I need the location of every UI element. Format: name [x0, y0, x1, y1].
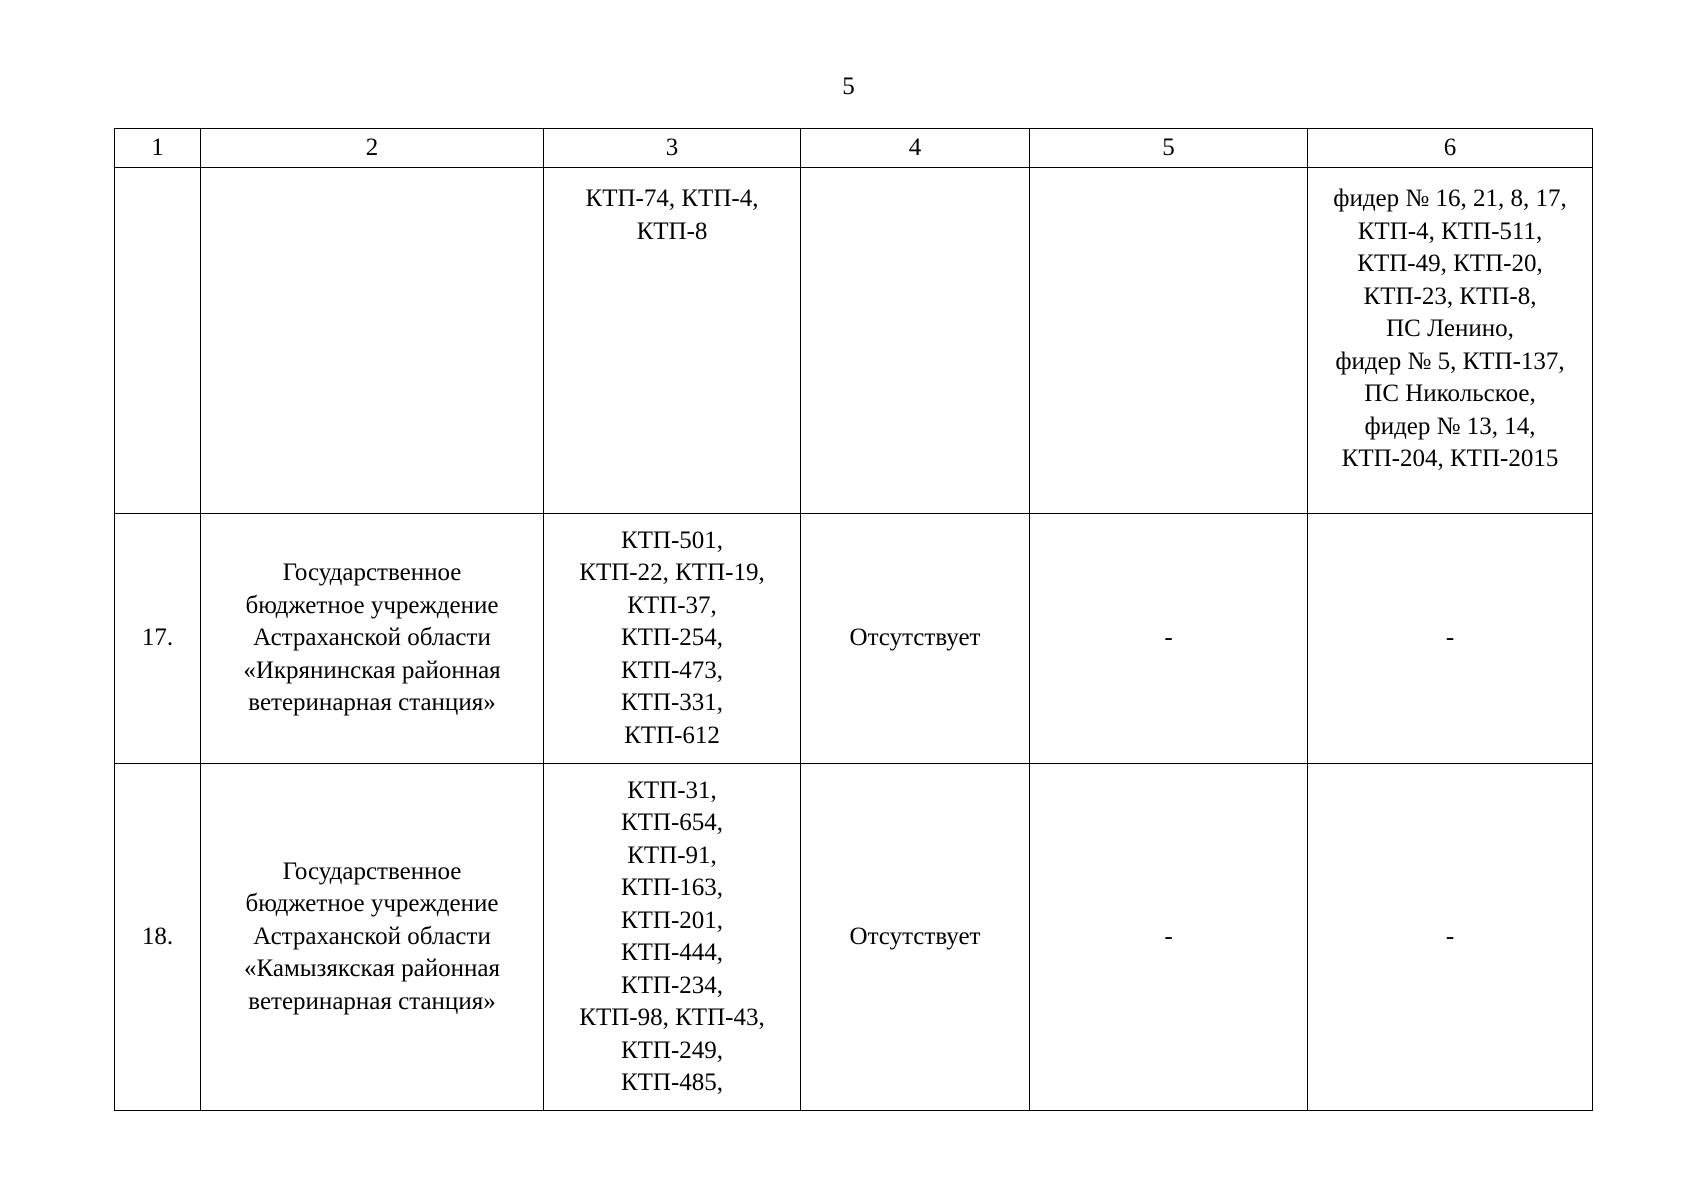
table-header-row: [115, 129, 1593, 168]
data-table: [114, 128, 1593, 1111]
column-4-cell: Отсутствует: [801, 514, 1030, 764]
ktp-list-cell: КТП-74, КТП-4, КТП-8: [544, 168, 801, 514]
column-header: 6: [1308, 129, 1593, 168]
column-6-cell: -: [1308, 514, 1593, 764]
table-row: [115, 764, 1593, 1111]
column-4-cell: [801, 168, 1030, 514]
organization-cell: [201, 168, 544, 514]
column-4-cell: Отсутствует: [801, 764, 1030, 1111]
column-header: 3: [544, 129, 801, 168]
column-5-cell: -: [1030, 514, 1308, 764]
column-header: 1: [115, 129, 201, 168]
table-row: [115, 514, 1593, 764]
row-number-cell: 17.: [115, 514, 201, 764]
ktp-list-cell: КТП-31, КТП-654, КТП-91, КТП-163, КТП-201, КТП-444, КТП-234, КТП-98, КТП-43, КТП-249, КТП-485,: [544, 764, 801, 1111]
table-row: [115, 168, 1593, 514]
column-5-cell: -: [1030, 764, 1308, 1111]
page-number: 5: [842, 73, 855, 100]
column-5-cell: [1030, 168, 1308, 514]
column-header: 5: [1030, 129, 1308, 168]
row-number-cell: 18.: [115, 764, 201, 1111]
organization-cell: Государственное бюджетное учреждение Астраханской области «Камызякская районная ветеринарная станция»: [201, 764, 544, 1111]
row-number-cell: [115, 168, 201, 514]
ktp-list-cell: КТП-501, КТП-22, КТП-19, КТП-37, КТП-254, КТП-473, КТП-331, КТП-612: [544, 514, 801, 764]
column-6-cell: фидер № 16, 21, 8, 17, КТП-4, КТП-511, КТП-49, КТП-20, КТП-23, КТП-8, ПС Ленино, фидер № 5, КТП-137, ПС Никольское, фидер № 13, 14, КТП-204, КТП-2015: [1308, 168, 1593, 514]
column-6-cell: -: [1308, 764, 1593, 1111]
column-header: 4: [801, 129, 1030, 168]
organization-cell: Государственное бюджетное учреждение Астраханской области «Икрянинская районная ветеринарная станция»: [201, 514, 544, 764]
column-header: 2: [201, 129, 544, 168]
